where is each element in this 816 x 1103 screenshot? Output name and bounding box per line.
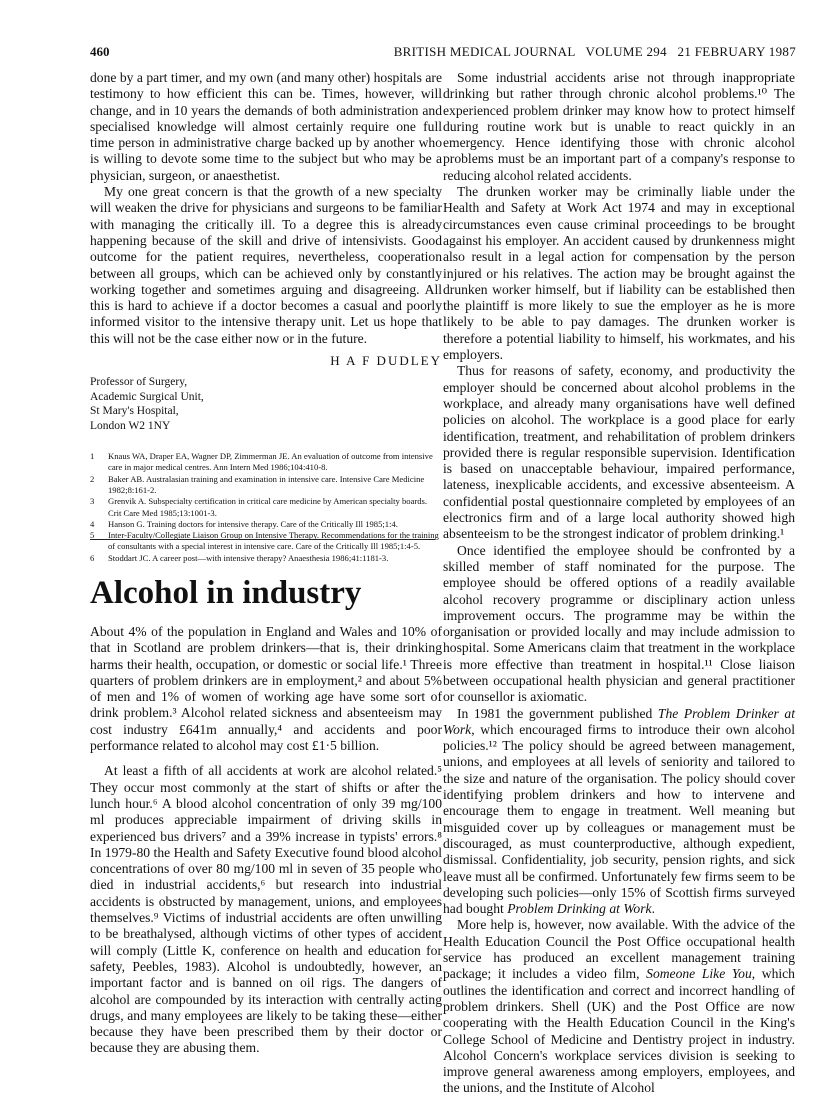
page-number: 460	[90, 44, 110, 59]
reference-item: 6 Stoddart JC. A career post—with intensive therapy? Anaesthesia 1986;41:1181-3.	[90, 552, 389, 563]
paragraph: In 1981 the government published The Problem Drinker at Work, which encouraged firms to introduce their own alcohol policies.¹² The policy should be agreed between management, unions, and employees at all levels of seniority and tailored to the size and nature of the organisation. The policy should cover identifying problem drinkers and how to intervene and encourage them to engage in treatment. Well meaning but misguided cover up by colleagues or management must be discouraged, as must counterproductive, although expedient, dismissal. Confidentiality, job security, pension rights, and sick leave must all be confirmed. Unfortunately few firms seem to be developing such policies—only 15% of Scottish firms surveyed had bought Problem Drinking at Work.	[443, 705, 795, 917]
author-affiliation	[90, 375, 442, 433]
paragraph: More help is, however, now available. With the advice of the Health Education Council the Post Office occupational health service has produced an excellent management training package; it includes a video film, Someone Like You, which outlines the identification and correct and incorrect handling of problem drinkers. Shell (UK) and the Post Office are now cooperating with the Health Education Council in the King's College School of Medicine and Dentistry project in industry. Alcohol Concern's workplace services division is seeking to improve general awareness among employers, employees, and the unions, and the Institute of Alcohol	[443, 917, 795, 1096]
affiliation-line: Professor of Surgery,	[90, 376, 188, 389]
paragraph: Thus for reasons of safety, economy, and productivity the employer should be concerned about alcohol problems in the workplace, and already many organisations have well defined policies on alcohol. The workplace is a good place for early identification, treatment, and rehabilitation of problem drinkers provided there is regular responsible supervision. Identification is based on unacceptable behaviour, impaired performance, lateness, inexplicable accidents, and excessive absenteeism. A confidential postal questionnaire completed by employees of an electronics firm and of a large local authority showed high absenteeism to be the strongest indicator of problem drinking.¹	[443, 363, 795, 542]
left-column-top	[90, 70, 442, 564]
paragraph: Some industrial accidents arise not through inappropriate drinking but rather through chronic alcohol problems.¹⁰ The experienced problem drinker may know how to protect himself during routine work but is unable to react quickly in an emergency. Hence identifying those with chronic alcohol problems must be an important part of a company's response to reducing alcohol related accidents.	[443, 70, 795, 183]
reference-item: 1 Knaus WA, Draper EA, Wagner DP, Zimmerman JE. An evaluation of outcome from intensive care in major medical centres. Ann Intern Med 1986;104:410-8.	[90, 451, 433, 473]
paragraph: My one great concern is that the growth of a new specialty will weaken the drive for physicians and surgeons to be familiar with managing the critically ill. To a degree this is already happening because of the skill and drive of intensivists. Good outcome for the patient requires, nevertheless, cooperation between all groups, which can be achieved only by constantly working together and sometimes arguing and disagreeing. All this is hard to achieve if a doctor becomes a casual and poorly informed visitor to the intensive therapy unit. Let us hope that this will not be the case either now or in the future.	[90, 184, 442, 346]
paragraph: Once identified the employee should be confronted by a skilled member of staff nominated for the purpose. The employee should be offered options of a readily available alcohol recovery programme or disciplinary action unless improvement occurs. The programme may be within the organisation or provided locally and may include admission to hospital. Some Americans claim that treatment in the workplace is more effective than treatment in hospital.¹¹ Close liaison between occupational health physician and general practitioner or counsellor is axiomatic.	[443, 542, 795, 705]
reference-item: 4 Hanson G. Training doctors for intensive therapy. Care of the Critically Ill 1985;1:4.	[90, 518, 398, 529]
journal-line: BRITISH MEDICAL JOURNAL VOLUME 294 21 FEBRUARY 1987	[393, 44, 796, 59]
right-column	[443, 70, 795, 1097]
paragraph: The drunken worker may be criminally liable under the Health and Safety at Work Act 1974 and may in exceptional circumstances even cause criminal proceedings to be brought against his employer. An accident caused by drunkenness might also result in a legal action for compensation by the person injured or his relatives. The action may be brought against the drunken worker himself, but if liability can be established then the plaintiff is more likely to sue the employer as he is more likely to be able to pay damages. The drunken worker is therefore a potential liability to himself, his workmates, and his employers.	[443, 184, 795, 363]
author-signature: H A F DUDLEY	[330, 353, 442, 369]
reference-list	[90, 451, 442, 564]
reference-item: 2 Baker AB. Australasian training and examination in intensive care. Intensive Care Medicine 1982;8:161-2.	[90, 473, 425, 495]
affiliation-line: St Mary's Hospital,	[90, 405, 179, 418]
paragraph: About 4% of the population in England and Wales and 10% of that in Scotland are problem drinkers—that is, their drinking harms their health, occupation, or domestic or social life.¹ Three quarters of problem drinkers are in employment,² and about 5% of men and 1% of women of working age have some sort of drink problem.³ Alcohol related sickness and absenteeism may cost industry £641m annually,⁴ and accidents and poor performance related to alcohol may cost £1·5 billion.	[90, 624, 442, 754]
reference-item: 3 Grenvik A. Subspecialty certification in critical care medicine by American specialty boards. Crit Care Med 1985;13:1001-3.	[90, 496, 428, 518]
left-column-article	[90, 624, 442, 1057]
reference-item: 5 Inter-Faculty/Collegiate Liaison Group on Intensive Therapy. Recommendations for the training of consultants with a special interest in intensive care. Care of the Critically Ill 1985;1:4-5.	[90, 530, 439, 552]
article-title: Alcohol in industry	[90, 575, 362, 611]
affiliation-line: Academic Surgical Unit,	[90, 390, 204, 403]
page-header	[90, 44, 796, 62]
paragraph: At least a fifth of all accidents at work are alcohol related.⁵ They occur most commonly at the start of shifts or after the lunch hour.⁶ A blood alcohol concentration of only 39 mg/100 ml produces appreciable impairment of driving skills in experienced bus drivers⁷ and a 39% increase in typists' errors.⁸ In 1979-80 the Health and Safety Executive found blood alcohol concentrations of over 80 mg/100 ml in seven of 35 people who died in industrial accidents,⁶ but research into industrial accidents is obstructed by management, unions, and employees themselves.⁹ Victims of industrial accidents are often unwilling to be breathalysed, although victims of other types of accident will comply (Little K, conference on health and education for safety, Peebles, 1983). Alcohol is undoubtedly, however, an important factor and is banned on oil rigs. The dangers of alcohol are compounded by its interaction with centrally acting drugs, and many employees are likely to be taking these—either because they have been prescribed them by their doctor or because they are abusing them.	[90, 763, 442, 1056]
affiliation-line: London W2 1NY	[90, 419, 171, 432]
section-divider	[90, 539, 435, 540]
paragraph: done by a part timer, and my own (and many other) hospitals are testimony to how efficient this can be. Times, however, will change, and in 10 years the demands of both administration and specialised knowledge will almost certainly require one full time person in administrative charge backed up by another who is willing to devote some time to the subject but who may be a physician, surgeon, or anaesthetist.	[90, 70, 442, 183]
